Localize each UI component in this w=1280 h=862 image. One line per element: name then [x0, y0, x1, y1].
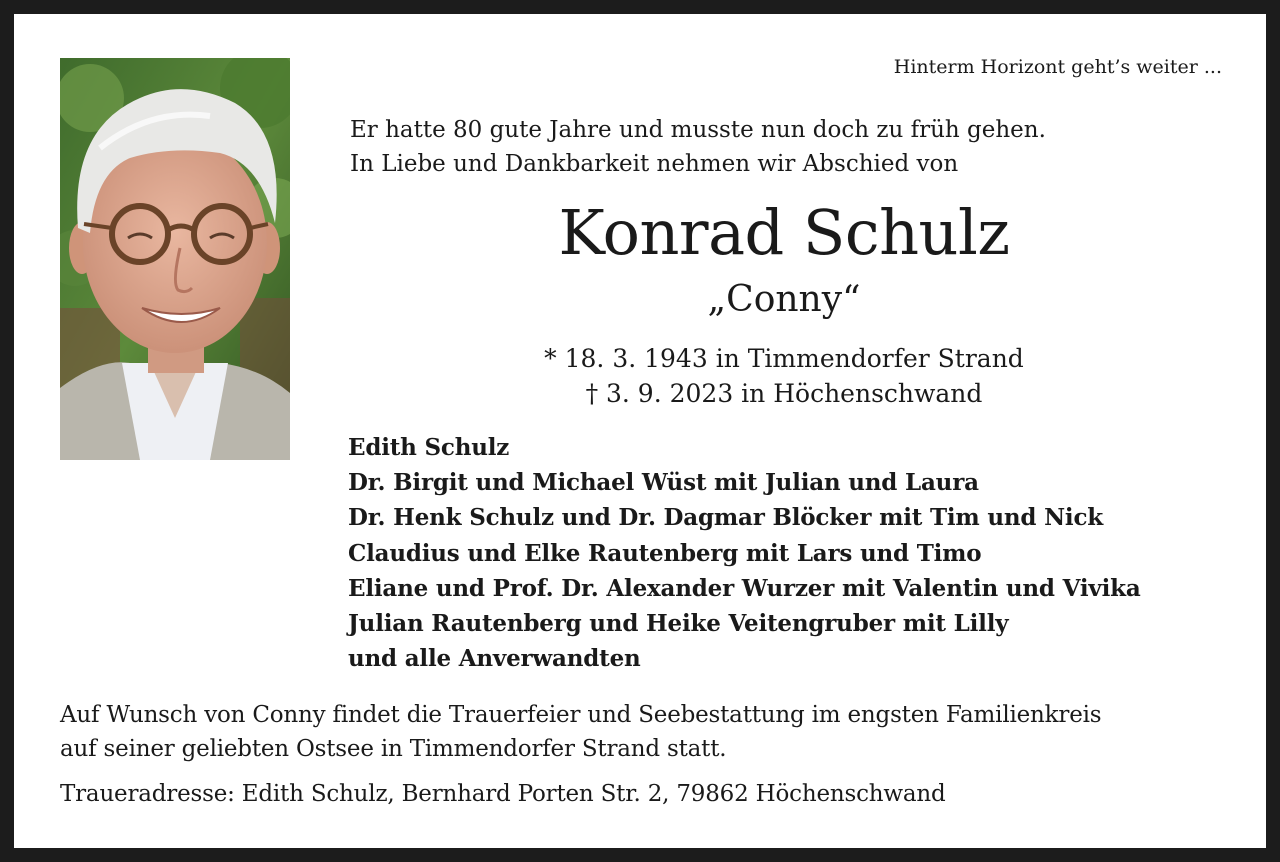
portrait-photo [60, 58, 290, 460]
mourning-address: Traueradresse: Edith Schulz, Bernhard Porten Str. 2, 79862 Höchenschwand [60, 781, 946, 807]
birth-date: * 18. 3. 1943 in Timmendorfer Strand [544, 344, 1024, 373]
intro-line-2: In Liebe und Dankbarkeit nehmen wir Abschied von [350, 151, 959, 177]
mourner-line: Julian Rautenberg und Heike Veitengruber mit Lilly [348, 610, 1009, 638]
deceased-nickname: „Conny“ [707, 279, 861, 320]
intro-text [350, 113, 1046, 181]
mourner-line: Dr. Henk Schulz und Dr. Dagmar Blöcker mit Tim und Nick [348, 504, 1104, 532]
mourner-line: Claudius und Elke Rautenberg mit Lars und Timo [348, 539, 982, 567]
mourners-list [348, 430, 1141, 676]
notice-line-1: Auf Wunsch von Conny findet die Trauerfeier und Seebestattung im engsten Familienkreis [60, 702, 1102, 728]
notice-line-2: auf seiner geliebten Ostsee in Timmendorfer Strand statt. [60, 736, 727, 762]
death-date: † 3. 9. 2023 in Höchenschwand [585, 379, 983, 408]
funeral-notice [60, 698, 1101, 766]
obituary-notice [14, 14, 1266, 848]
mourner-line: Edith Schulz [348, 434, 510, 461]
mourner-line: Dr. Birgit und Michael Wüst mit Julian und Laura [348, 469, 979, 497]
motto-text: Hinterm Horizont geht’s weiter ... [893, 56, 1222, 78]
mourner-line: und alle Anverwandten [348, 645, 641, 673]
mourner-line: Eliane und Prof. Dr. Alexander Wurzer mit Valentin und Vivika [348, 574, 1141, 602]
intro-line-1: Er hatte 80 gute Jahre und musste nun doch zu früh gehen. [350, 117, 1046, 143]
deceased-name: Konrad Schulz [558, 196, 1010, 269]
